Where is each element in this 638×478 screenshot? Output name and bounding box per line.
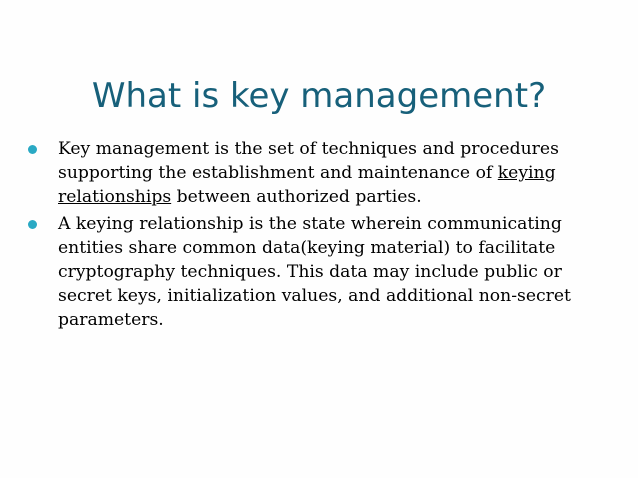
bullet-1-text-after: between authorized parties. — [171, 187, 422, 208]
slide-body — [28, 137, 598, 335]
bullet-dot-icon — [28, 145, 37, 154]
bullet-item-2 — [28, 212, 598, 333]
bullet-dot-icon — [28, 220, 37, 229]
keying-relationships-link: keying relationships — [58, 163, 556, 208]
bullet-1-text-before: Key management is the set of techniques and procedures supporting the establishment and maintenance of — [58, 139, 559, 184]
bullet-2-text: A keying relationship is the state wherein communicating entities share common data(keying material) to facilitate cryptography techniques. This data may include public or secret keys, initialization values, and additional non-secret parameters. — [58, 213, 571, 331]
slide-title: What is key management? — [91, 76, 547, 116]
bullet-item-1 — [28, 137, 598, 210]
